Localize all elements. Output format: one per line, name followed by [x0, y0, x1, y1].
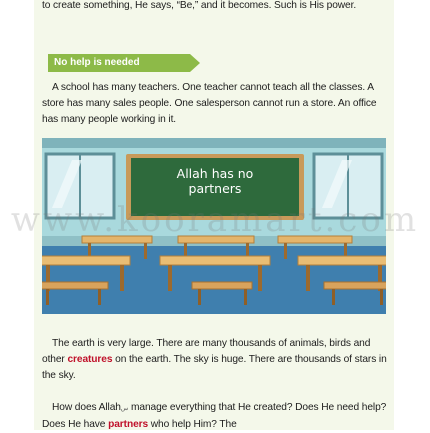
section-banner-label: No help is needed [54, 57, 140, 68]
paragraph-earth-text-a: The earth is very large. There are many thousands of animals, birds and other [42, 338, 371, 365]
chalkboard-text-line2: partners [188, 181, 242, 196]
watermark: www.kooramart.com [10, 200, 420, 240]
keyword-partners: partners [108, 419, 149, 430]
paragraph-earth-text-b: on the earth. The sky is huge. There are thousands of stars in the sky. [42, 354, 387, 381]
section-banner [48, 54, 190, 72]
paragraph-question-text-c: who help Him? The [148, 419, 237, 430]
paragraph-question-text-a: How does Allah [52, 402, 121, 413]
paragraph-intro: to create something, He says, “Be,” and it becomes. Such is His power. [42, 0, 357, 11]
paragraph-examples: A school has many teachers. One teacher cannot teach all the classes. A store has many sales people. One salesperson cannot run a store. An office has many people working in it. [42, 82, 377, 125]
window-right [314, 154, 382, 218]
window-left [46, 154, 114, 218]
keyword-creatures: creatures [67, 354, 113, 365]
chalkboard-text-line1: Allah has no [176, 166, 254, 181]
section-banner-arrow [190, 54, 200, 72]
honorific-symbol: س [120, 406, 129, 412]
paragraph-question-text-b: manage everything that He created? Does He need help? Does He have [42, 402, 387, 430]
paragraph-earth [42, 336, 390, 384]
paragraph-question [42, 400, 390, 433]
classroom-illustration [42, 138, 386, 314]
classroom-scene [42, 138, 386, 314]
